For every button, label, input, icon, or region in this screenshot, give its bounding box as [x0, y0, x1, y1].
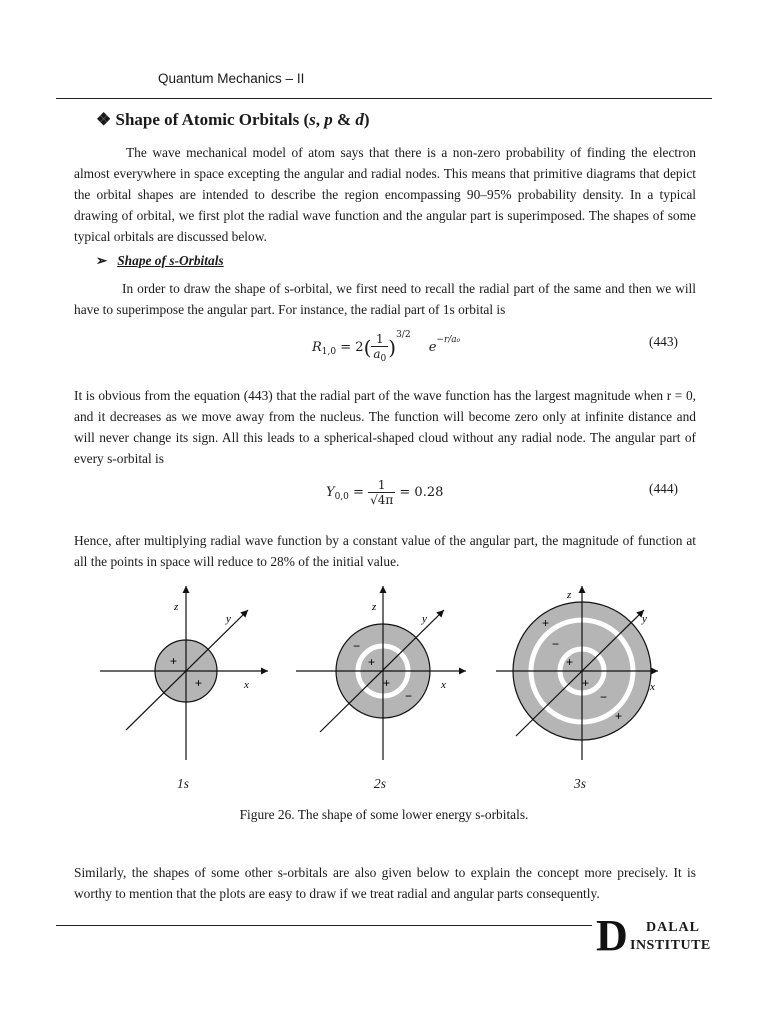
- equation-number-444: (444): [649, 481, 679, 496]
- z-axis-label: z: [567, 589, 572, 601]
- minus-sign: −: [405, 689, 413, 703]
- y-axis-label: y: [642, 613, 647, 625]
- header-rule: [56, 98, 712, 99]
- paragraph-closing: Similarly, the shapes of some other s-orbitals are also given below to explain the concept more precisely. It is worthy to mention that the plots are easy to draw if we treat radial and angular parts consequently.: [74, 865, 696, 901]
- plus-sign: +: [542, 616, 550, 630]
- footer-rule: [56, 925, 592, 926]
- orbital-2s-diagram: [296, 586, 466, 760]
- minus-sign: −: [600, 690, 608, 704]
- subheading: ➢ Shape of s-Orbitals: [96, 253, 224, 268]
- figure-caption: Figure 26. The shape of some lower energy s-orbitals.: [239, 807, 529, 822]
- plus-sign: +: [383, 676, 391, 690]
- z-axis-label: z: [174, 601, 179, 613]
- paragraph-radial-part: In order to draw the shape of s-orbital, we first need to recall the radial part of the same and then we will have to superimpose the angular part. For instance, the radial part of 1s orbital is: [74, 281, 696, 317]
- plus-sign: +: [368, 655, 376, 669]
- section-title: ❖ Shape of Atomic Orbitals (s, p & d): [96, 110, 370, 129]
- equation-444: $Y_{0,0}$ = $\frac{1}{√4\pi}$ = 0.28: [326, 478, 444, 507]
- diamond-bullet-icon: ❖: [96, 110, 112, 129]
- orbital-3s-diagram: [496, 586, 658, 760]
- x-axis-label: x: [244, 679, 249, 691]
- s-orbitals-figure: [96, 580, 676, 770]
- paragraph-angular-result: Hence, after multiplying radial wave function by a constant value of the angular part, the magnitude of function at all the points in space will reduce to 28% of the initial value.: [74, 533, 696, 569]
- equation-443: $R_{1,0} = 2$( $\frac{1}{a_0}$ )$^{3/2}$ $e^{-r/a_0}$: [312, 330, 461, 364]
- orbital-1s-diagram: [100, 586, 268, 760]
- y-axis-label: y: [226, 613, 231, 625]
- plus-sign: +: [615, 709, 623, 723]
- x-axis-label: x: [441, 679, 446, 691]
- label-2s: 2s: [374, 776, 386, 791]
- dalal-institute-logo: D DALAL INSTITUTE: [596, 911, 711, 960]
- running-header: Quantum Mechanics – II: [158, 71, 305, 86]
- plus-sign: +: [195, 676, 203, 690]
- equation-number-443: (443): [649, 334, 679, 349]
- minus-sign: −: [552, 637, 560, 651]
- plus-sign: +: [582, 676, 590, 690]
- minus-sign: −: [353, 639, 361, 653]
- x-axis-label: x: [650, 681, 655, 693]
- y-axis-label: y: [422, 613, 427, 625]
- plus-sign: +: [566, 655, 574, 669]
- paragraph-radial-explanation: It is obvious from the equation (443) that the radial part of the wave function has the largest magnitude when r = 0, and it decreases as we move away from the nucleus. The function will become zero only at infinite distance and will never change its sign. All this leads to a spherical-shaped cloud without any radial node. The angular part of every s-orbital is: [74, 388, 696, 466]
- label-1s: 1s: [177, 776, 189, 791]
- intro-paragraph: The wave mechanical model of atom says that there is a non-zero probability of finding the electron almost everywhere in space excepting the angular and radial nodes. This means that primitive diagrams that depict the orbital shapes are intended to describe the region encompassing 90–95% probability density. In a typical drawing of orbital, we first plot the radial wave function and the angular part is superimposed. The shapes of some typical orbitals are discussed below.: [74, 145, 696, 244]
- plus-sign: +: [170, 654, 178, 668]
- z-axis-label: z: [372, 601, 377, 613]
- arrow-bullet-icon: ➢: [96, 253, 108, 268]
- label-3s: 3s: [574, 776, 586, 791]
